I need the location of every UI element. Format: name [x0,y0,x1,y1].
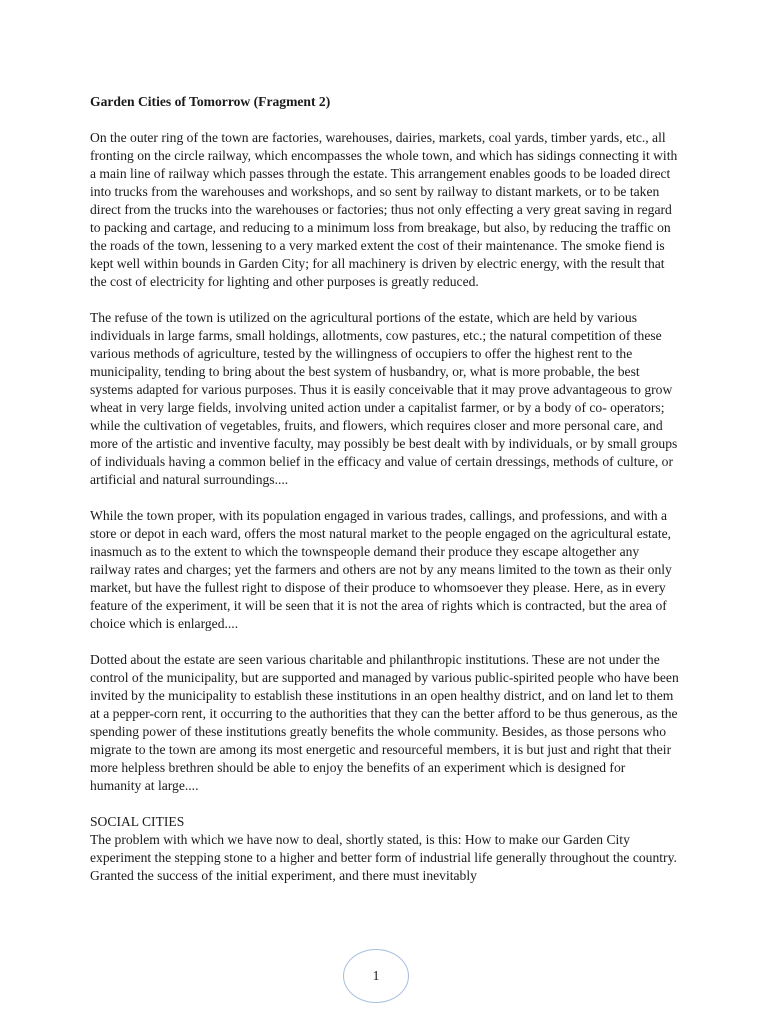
paragraph-institutions: Dotted about the estate are seen various charitable and philanthropic institutions. These are not under the control of the municipality, but are supported and managed by various public-spirited people who have been invited by the municipality to establish these institutions in an open healthy district, and on land let to them at a pepper-corn rent, it occurring to the authorities that they can the better afford to be thus generous, as the spending power of these institutions greatly benefits the whole community. Besides, as those persons who migrate to the town are among its most energetic and resourceful members, it is but just and right that their more helpless brethren should be able to enjoy the benefits of an experiment which is designed for humanity at large.... [90,652,679,793]
paragraph-outer-ring: On the outer ring of the town are factories, warehouses, dairies, markets, coal yards, timber yards, etc., all fronting on the circle railway, which encompasses the whole town, and which has sidings connecting it with a main line of railway which passes through the estate. This arrangement enables goods to be loaded direct into trucks from the warehouses and workshops, and so sent by railway to distant markets, or to be taken direct from the trucks into the warehouses or factories; thus not only effecting a very great saving in regard to packing and cartage, and reducing to a minimum loss from breakage, but also, by reducing the traffic on the roads of the town, lessening to a very marked extent the cost of their maintenance. The smoke fiend is kept well within bounds in Garden City; for all machinery is driven by electric energy, with the result that the cost of electricity for lighting and other purposes is greatly reduced. [90,130,678,289]
page-number: 1 [372,968,380,983]
page-number-badge [343,949,409,1003]
document-title: Garden Cities of Tomorrow (Fragment 2) [90,94,331,109]
paragraph-refuse: The refuse of the town is utilized on the agricultural portions of the estate, which are held by various individuals in large farms, small holdings, allotments, cow pastures, etc.; the natural competition of these various methods of agriculture, tested by the willingness of occupiers to offer the highest rent to the municipality, tending to bring about the best system of husbandry, or, what is more probable, the best systems adapted for various purposes. Thus it is easily conceivable that it may prove advantageous to grow wheat in very large fields, involving united action under a capitalist farmer, or by a body of co- operators; while the cultivation of vegetables, fruits, and flowers, which requires closer and more personal care, and more of the artistic and inventive faculty, may possibly be best dealt with by individuals, or by small groups of individuals having a common belief in the efficacy and value of certain dressings, methods of culture, or artificial and natural surroundings.... [90,310,678,487]
section-heading: SOCIAL CITIES [90,814,185,829]
paragraph-social-cities: The problem with which we have now to deal, shortly stated, is this: How to make our Garden City experiment the stepping stone to a higher and better form of industrial life generally throughout the country. Granted the success of the initial experiment, and there must inevitably [90,832,677,883]
document-body [90,93,680,885]
paragraph-town-proper: While the town proper, with its population engaged in various trades, callings, and professions, and with a store or depot in each ward, offers the most natural market to the people engaged on the agricultural estate, inasmuch as to the extent to which the townspeople demand their produce they escape altogether any railway rates and charges; yet the farmers and others are not by any means limited to the town as their only market, but have the fullest right to dispose of their produce to whomsoever they please. Here, as in every feature of the experiment, it will be seen that it is not the area of rights which is contracted, but the area of choice which is enlarged.... [90,508,672,631]
